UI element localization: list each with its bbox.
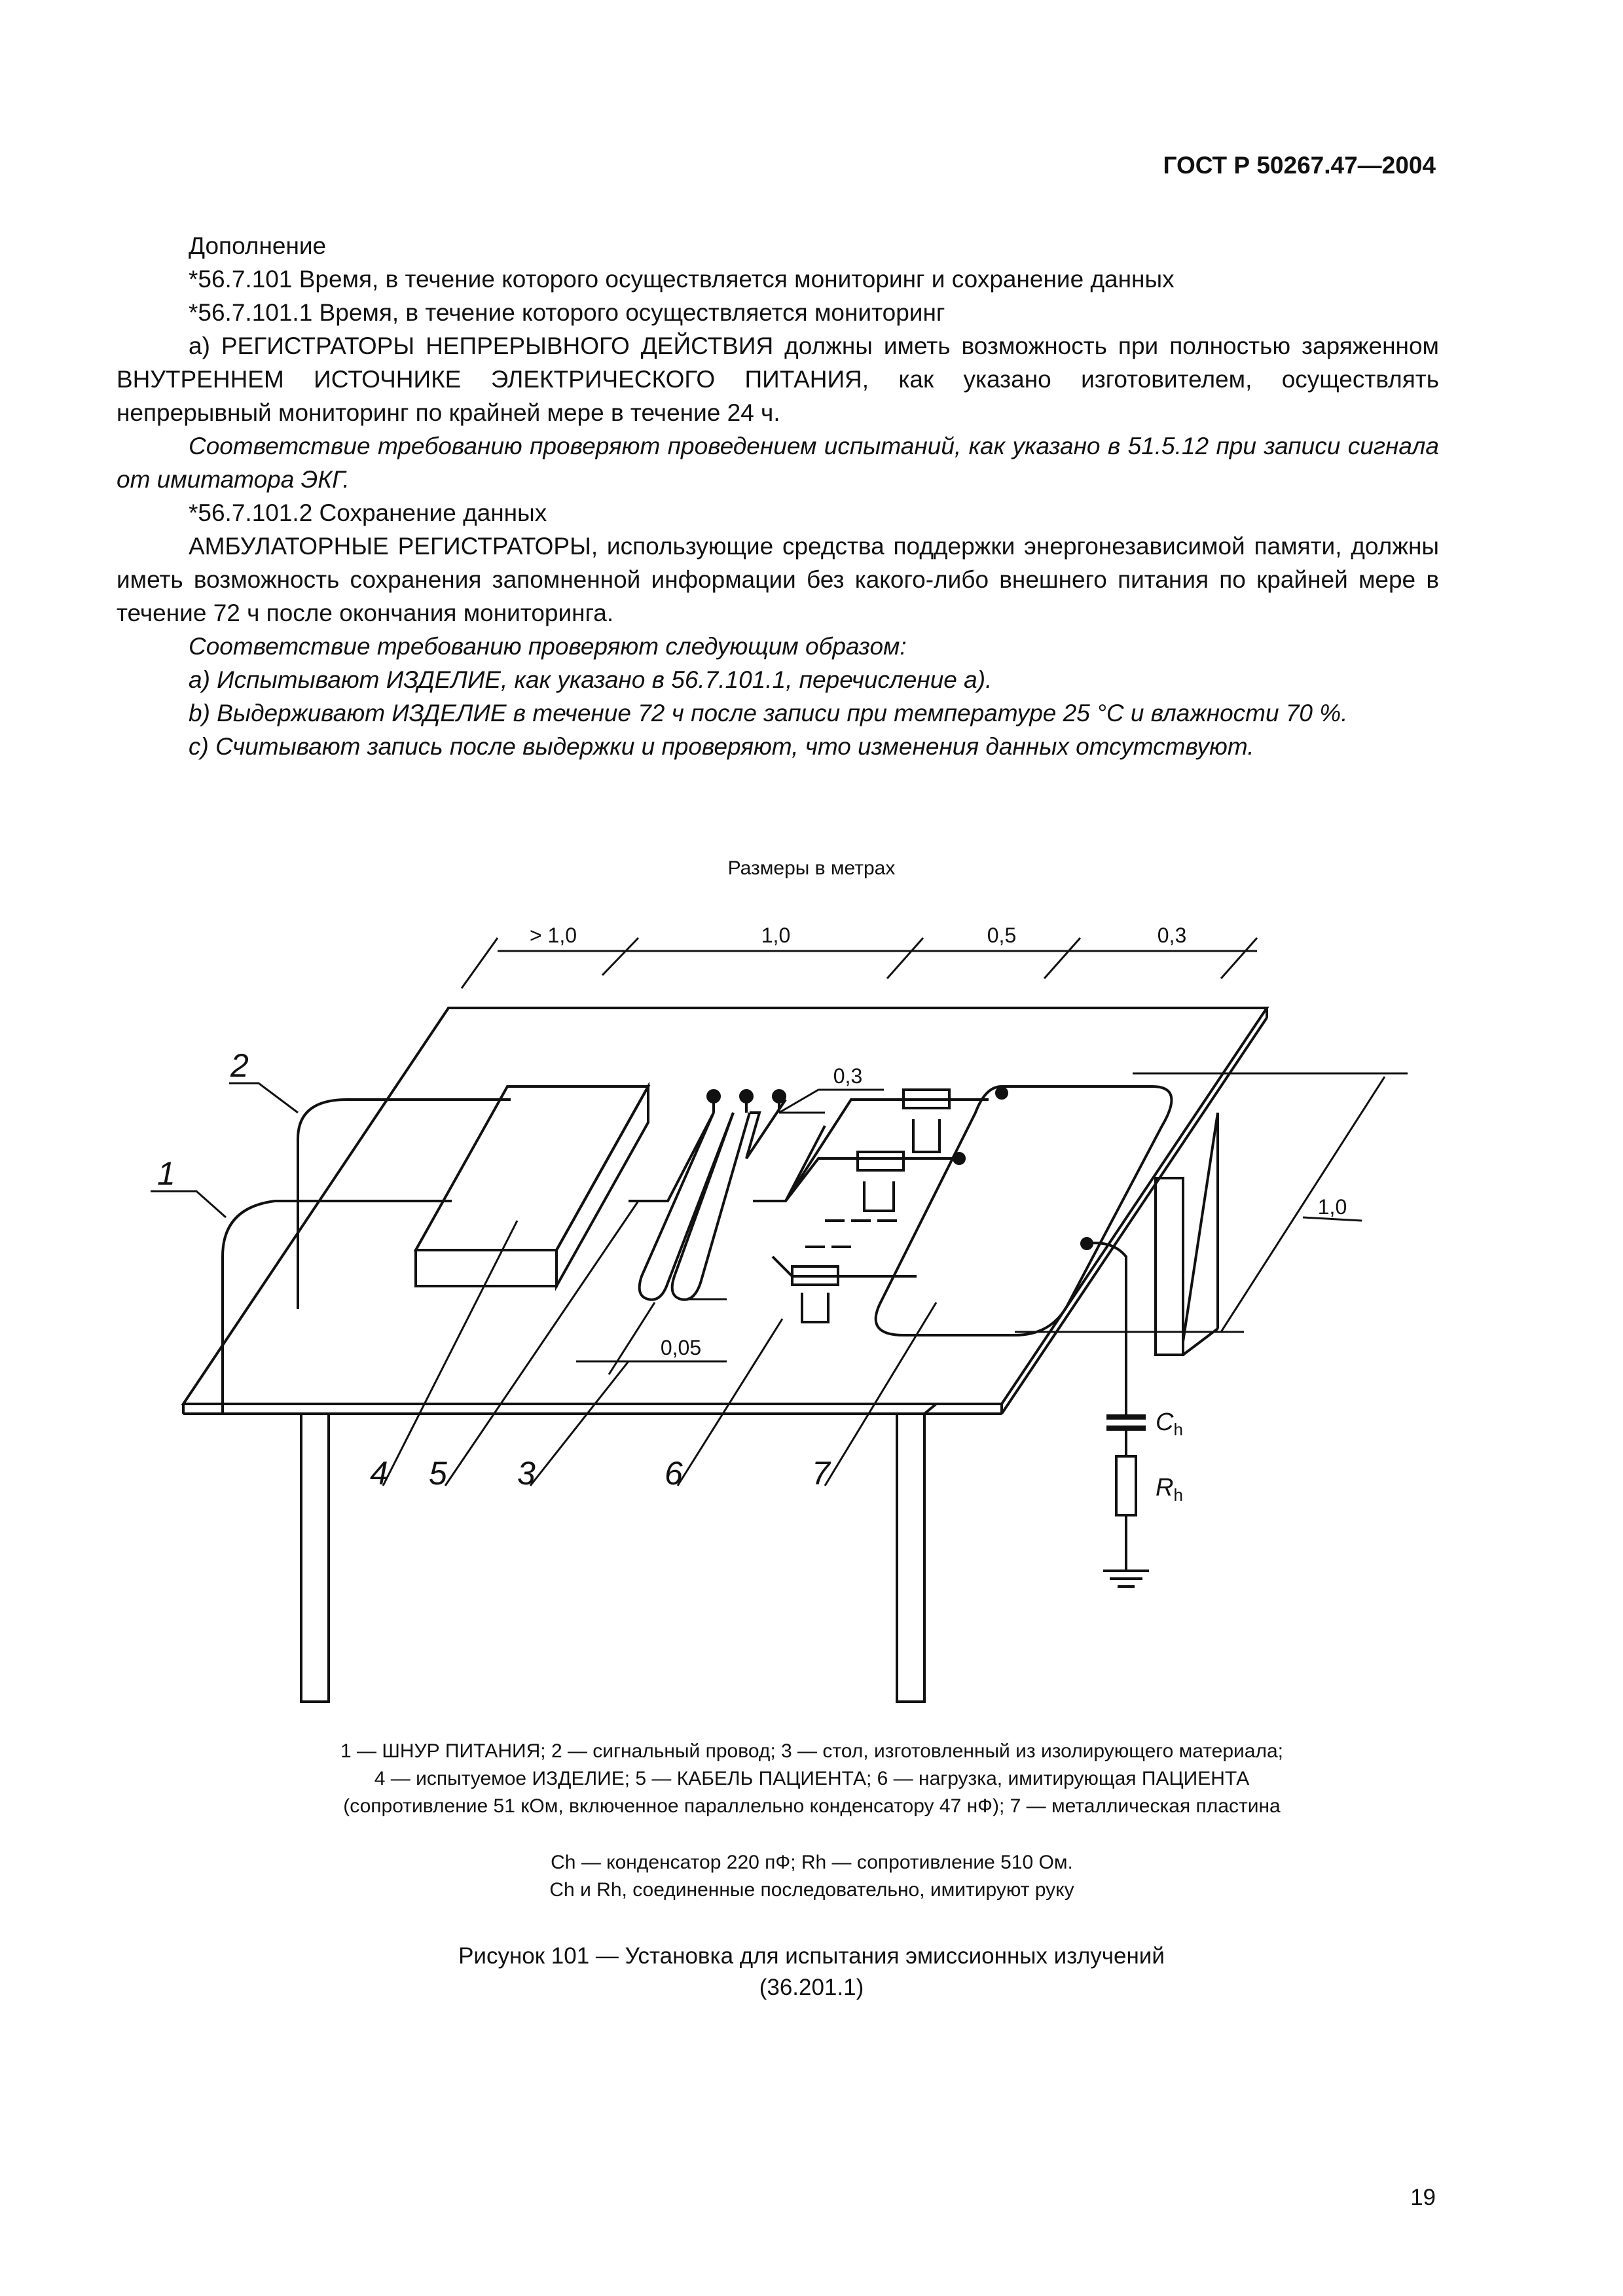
dimensions-caption: Размеры в метрах xyxy=(727,857,896,879)
callout-5: 5 xyxy=(429,1455,447,1492)
table-top xyxy=(183,1008,1267,1404)
clause-heading: *56.7.101.2 Сохранение данных xyxy=(189,499,547,526)
clause-heading: *56.7.101.1 Время, в течение которого осуществляется мониторинг xyxy=(189,299,945,326)
dimension-label: 1,0 xyxy=(1317,1195,1347,1219)
list-item: а) Испытывают ИЗДЕЛИЕ, как указано в 56.7.101.1, перечисление а). xyxy=(189,666,993,693)
callout-1: 1 xyxy=(157,1155,175,1192)
callout-7: 7 xyxy=(812,1455,830,1492)
resistor-label: $R_h$ xyxy=(1156,1474,1183,1505)
paragraph: а) РЕГИСТРАТОРЫ НЕПРЕРЫВНОГО ДЕЙСТВИЯ должны иметь возможность при полностью заряженном ВНУТРЕННЕМ ИСТОЧНИКЕ ЭЛЕКТРИЧЕСКОГО ПИТАНИЯ, как указано изготовителем, осуществлять непрерывный мониторинг по крайней мере в течение 24 ч. xyxy=(117,332,1439,426)
figure-legend xyxy=(196,1738,1427,1820)
signal-cable xyxy=(298,1100,511,1309)
legend-line: 4 — испытуемое ИЗДЕЛИЕ; 5 — КАБЕЛЬ ПАЦИЕНТА; 6 — нагрузка, имитирующая ПАЦИЕНТА xyxy=(374,1768,1250,1789)
figure-title: Рисунок 101 — Установка для испытания эмиссионных излучений xyxy=(458,1943,1165,1969)
list-item: с) Считывают запись после выдержки и проверяют, что изменения данных отсутствуют. xyxy=(189,733,1254,760)
paragraph: АМБУЛАТОРНЫЕ РЕГИСТРАТОРЫ, использующие средства поддержки энергонезависимой памяти, должны иметь возможность сохранения запомненной информации без какого-либо внешнего питания по крайней мере в течение 72 ч после окончания мониторинга. xyxy=(117,533,1439,626)
callout-3: 3 xyxy=(517,1455,536,1492)
resistor-rh xyxy=(1116,1456,1136,1515)
dimension-label: 0,05 xyxy=(660,1336,702,1359)
compliance-paragraph: Соответствие требованию проверяют проведением испытаний, как указано в 51.5.12 при записи сигнала от имитатора ЭКГ. xyxy=(117,433,1439,493)
dimension-label: 0,3 xyxy=(1157,924,1187,947)
equipment-box-side xyxy=(556,1086,648,1286)
patient-load xyxy=(858,1152,903,1170)
table-leg xyxy=(897,1414,924,1702)
legend-line: Ch — конденсатор 220 пФ; Rh — сопротивление 510 Ом. xyxy=(551,1852,1073,1873)
callout-6: 6 xyxy=(665,1455,683,1492)
dimension-label: 0,5 xyxy=(987,924,1017,947)
patient-cable-loop xyxy=(672,1113,750,1300)
clause-heading: *56.7.101 Время, в течение которого осуществляется мониторинг и сохранение данных xyxy=(189,266,1175,293)
compliance-paragraph: Соответствие требованию проверяют следующим образом: xyxy=(189,633,907,660)
callout-4: 4 xyxy=(370,1455,388,1492)
paragraph: Дополнение xyxy=(189,232,327,259)
page-number: 19 xyxy=(1410,2185,1436,2210)
patient-cable xyxy=(629,1113,714,1201)
table-edge xyxy=(1002,1018,1267,1414)
patient-cable-loop xyxy=(640,1113,733,1300)
list-item: b) Выдерживают ИЗДЕЛИЕ в течение 72 ч после записи при температуре 25 °С и влажности 70 %. xyxy=(189,700,1348,726)
document-header: ГОСТ Р 50267.47—2004 xyxy=(1163,152,1436,179)
dimension-label: > 1,0 xyxy=(529,924,577,947)
figure-legend-components xyxy=(196,1849,1427,1904)
table-leg xyxy=(1156,1178,1183,1355)
equipment-box-top xyxy=(416,1086,648,1250)
power-cord xyxy=(223,1201,452,1414)
dimension-label: 0,3 xyxy=(833,1064,863,1088)
dimension-label: 1,0 xyxy=(761,924,791,947)
callout-2: 2 xyxy=(230,1047,249,1084)
capacitor-label: $C_h$ xyxy=(1156,1408,1183,1439)
table-leg xyxy=(301,1414,329,1702)
legend-line: 1 — ШНУР ПИТАНИЯ; 2 — сигнальный провод; 3 — стол, изготовленный из изолирующего материала; xyxy=(340,1740,1283,1762)
legend-line: (сопротивление 51 кОм, включенное параллельно конденсатору 47 нФ); 7 — металлическая пластина xyxy=(343,1795,1281,1817)
figure-title-ref: (36.201.1) xyxy=(759,1975,864,2000)
legend-line: Ch и Rh, соединенные последовательно, имитируют руку xyxy=(549,1879,1074,1901)
